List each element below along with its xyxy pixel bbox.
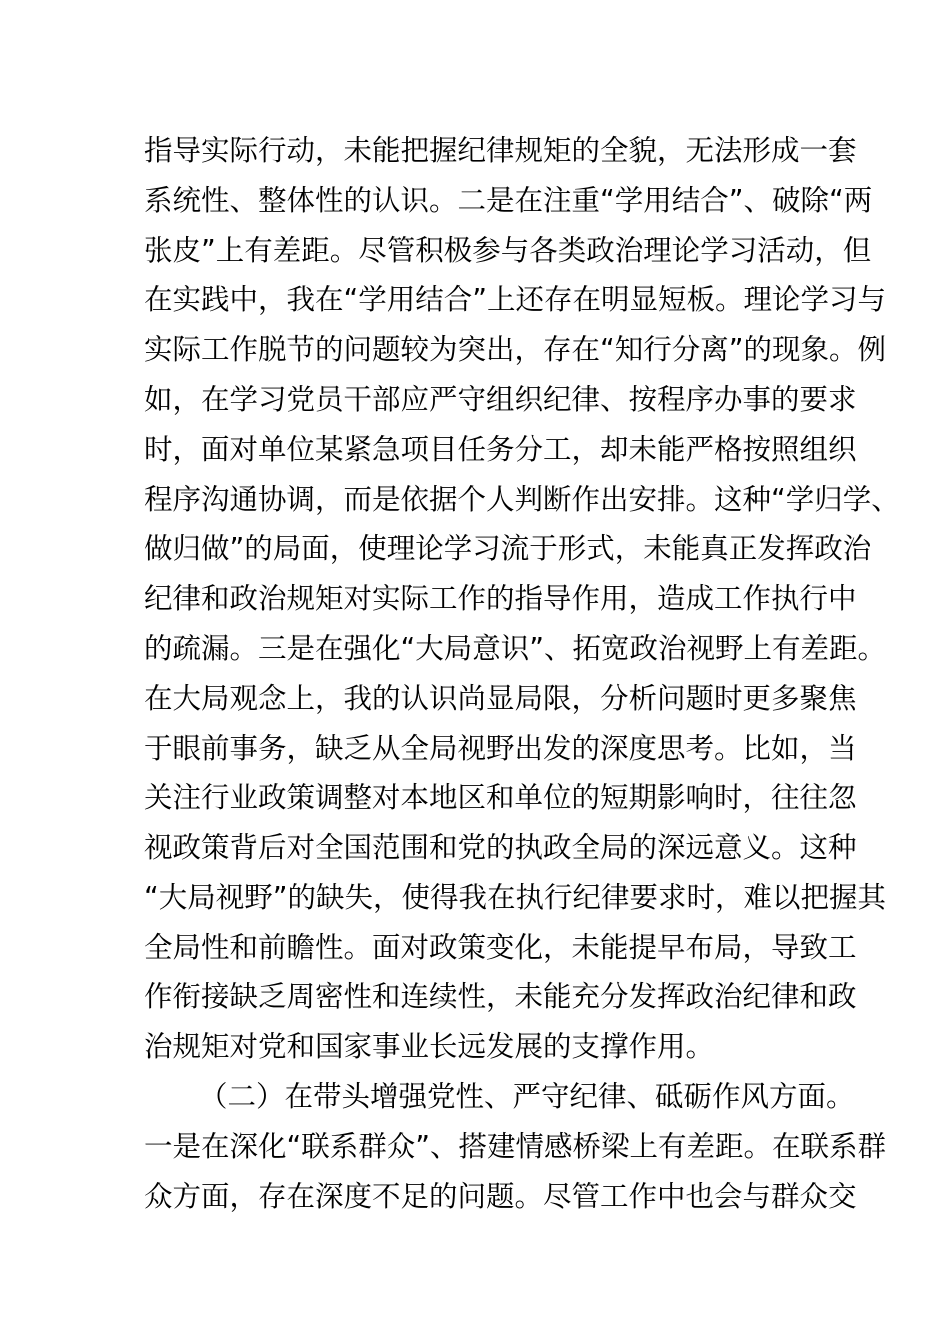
text-line: 在大局观念上，我的认识尚显局限，分析问题时更多聚焦 [144, 682, 857, 715]
text-line: 全局性和前瞻性。面对政策变化，未能提早布局，导致工 [144, 931, 857, 964]
text-line: 纪律和政治规矩对实际工作的指导作用，造成工作执行中 [144, 582, 857, 615]
text-line: 在实践中，我在“学用结合”上还存在明显短板。理论学习与 [144, 283, 887, 316]
text-line: 如，在学习党员干部应严守组织纪律、按程序办事的要求 [144, 383, 857, 416]
text-line: 于眼前事务，缺乏从全局视野出发的深度思考。比如，当 [144, 732, 857, 765]
text-line: “大局视野”的缺失，使得我在执行纪律要求时，难以把握其 [144, 881, 887, 914]
text-line: 程序沟通协调，而是依据个人判断作出安排。这种“学归学、 [144, 483, 900, 516]
text-line: 张皮”上有差距。尽管积极参与各类政治理论学习活动，但 [144, 234, 872, 267]
text-line: 作衔接缺乏周密性和连续性，未能充分发挥政治纪律和政 [144, 980, 857, 1013]
section-heading: （二）在带头增强党性、严守纪律、砥砺作风方面。 [199, 1080, 855, 1113]
text-line: 实际工作脱节的问题较为突出，存在“知行分离”的现象。例 [144, 333, 887, 366]
text-line: 指导实际行动，未能把握纪律规矩的全貌，无法形成一套 [144, 134, 857, 167]
text-line: 众方面，存在深度不足的问题。尽管工作中也会与群众交 [144, 1180, 857, 1213]
text-line: 视政策背后对全国范围和党的执政全局的深远意义。这种 [144, 831, 857, 864]
text-line: 时，面对单位某紧急项目任务分工，却未能严格按照组织 [144, 433, 857, 466]
text-line: 的疏漏。三是在强化“大局意识”、拓宽政治视野上有差距。 [144, 632, 887, 665]
text-line: 关注行业政策调整对本地区和单位的短期影响时，往往忽 [144, 781, 857, 814]
text-line: 系统性、整体性的认识。二是在注重“学用结合”、破除“两 [144, 184, 873, 217]
text-line: 治规矩对党和国家事业长远发展的支撑作用。 [144, 1030, 715, 1063]
text-line: 做归做”的局面，使理论学习流于形式，未能真正发挥政治 [144, 532, 872, 565]
text-line: 一是在深化“联系群众”、搭建情感桥梁上有差距。在联系群 [144, 1130, 887, 1163]
